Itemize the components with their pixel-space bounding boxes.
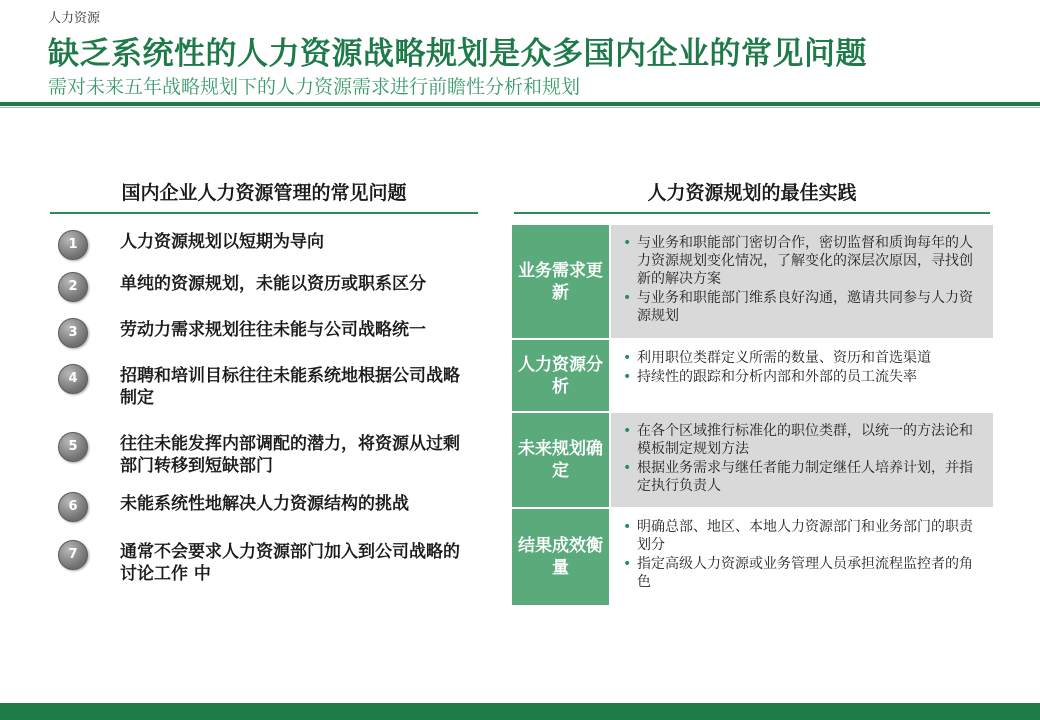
number-badge-icon: 7: [58, 540, 88, 570]
practice-row-1: [512, 225, 993, 338]
practice-bullet: • 持续性的跟踪和分析内部和外部的员工流失率: [621, 368, 983, 386]
number-badge-icon: 1: [58, 230, 88, 260]
practice-body: [611, 413, 993, 507]
issue-text: 劳动力需求规划往往未能与公司战略统一: [120, 320, 426, 340]
issue-text: 招聘和培训目标往往未能系统地根据公司战略制定: [120, 366, 460, 408]
practice-bullet: • 在各个区域推行标准化的职位类群，以统一的方法论和模板制定规划方法: [621, 422, 983, 458]
practice-bullet: • 与业务和职能部门维系良好沟通，邀请共同参与人力资源规划: [621, 289, 983, 325]
practice-label: 业务需求更新: [512, 225, 609, 338]
practice-body: [611, 340, 993, 411]
practice-bullet: • 明确总部、地区、本地人力资源部门和业务部门的职责划分: [621, 518, 983, 554]
issue-text: 未能系统性地解决人力资源结构的挑战: [120, 494, 409, 514]
practice-body: [611, 509, 993, 605]
number-badge-icon: 2: [58, 272, 88, 302]
page-subtitle: 需对未来五年战略规划下的人力资源需求进行前瞻性分析和规划: [48, 76, 581, 98]
header-divider-thin: [0, 107, 1040, 108]
practice-bullet: • 指定高级人力资源或业务管理人员承担流程监控者的角色: [621, 555, 983, 591]
practice-body: [611, 225, 993, 338]
number-badge-icon: 5: [58, 432, 88, 462]
practice-bullet: • 利用职位类群定义所需的数量、资历和首选渠道: [621, 349, 983, 367]
issue-text: 单纯的资源规划，未能以资历或职系区分: [120, 274, 426, 294]
issues-heading-rule: [50, 212, 478, 214]
practice-label: 未来规划确定: [512, 413, 609, 507]
issue-text: 人力资源规划以短期为导向: [120, 232, 324, 252]
best-practice-heading-rule: [514, 212, 990, 214]
best-practice-heading: 人力资源规划的最佳实践: [647, 182, 857, 204]
footer-bar: [0, 703, 1040, 720]
page-title: 缺乏系统性的人力资源战略规划是众多国内企业的常见问题: [48, 36, 867, 72]
practice-label: 人力资源分析: [512, 340, 609, 411]
header-divider: [0, 102, 1040, 106]
section-tag: 人力资源: [48, 11, 101, 26]
practice-row-2: [512, 340, 993, 411]
number-badge-icon: 6: [58, 492, 88, 522]
practice-row-3: [512, 413, 993, 507]
practice-row-4: [512, 509, 993, 605]
practice-bullet: • 与业务和职能部门密切合作，密切监督和质询每年的人力资源规划变化情况，了解变化的深层次原因，寻找创新的解决方案: [621, 234, 983, 288]
practice-bullet: • 根据业务需求与继任者能力制定继任人培养计划，并指定执行负责人: [621, 459, 983, 495]
issue-text: 通常不会要求人力资源部门加入到公司战略的讨论工作 中: [120, 542, 460, 584]
issue-text: 往往未能发挥内部调配的潜力，将资源从过剩部门转移到短缺部门: [120, 434, 460, 476]
number-badge-icon: 4: [58, 364, 88, 394]
issues-heading: 国内企业人力资源管理的常见问题: [121, 182, 407, 204]
practice-label: 结果成效衡量: [512, 509, 609, 605]
number-badge-icon: 3: [58, 318, 88, 348]
